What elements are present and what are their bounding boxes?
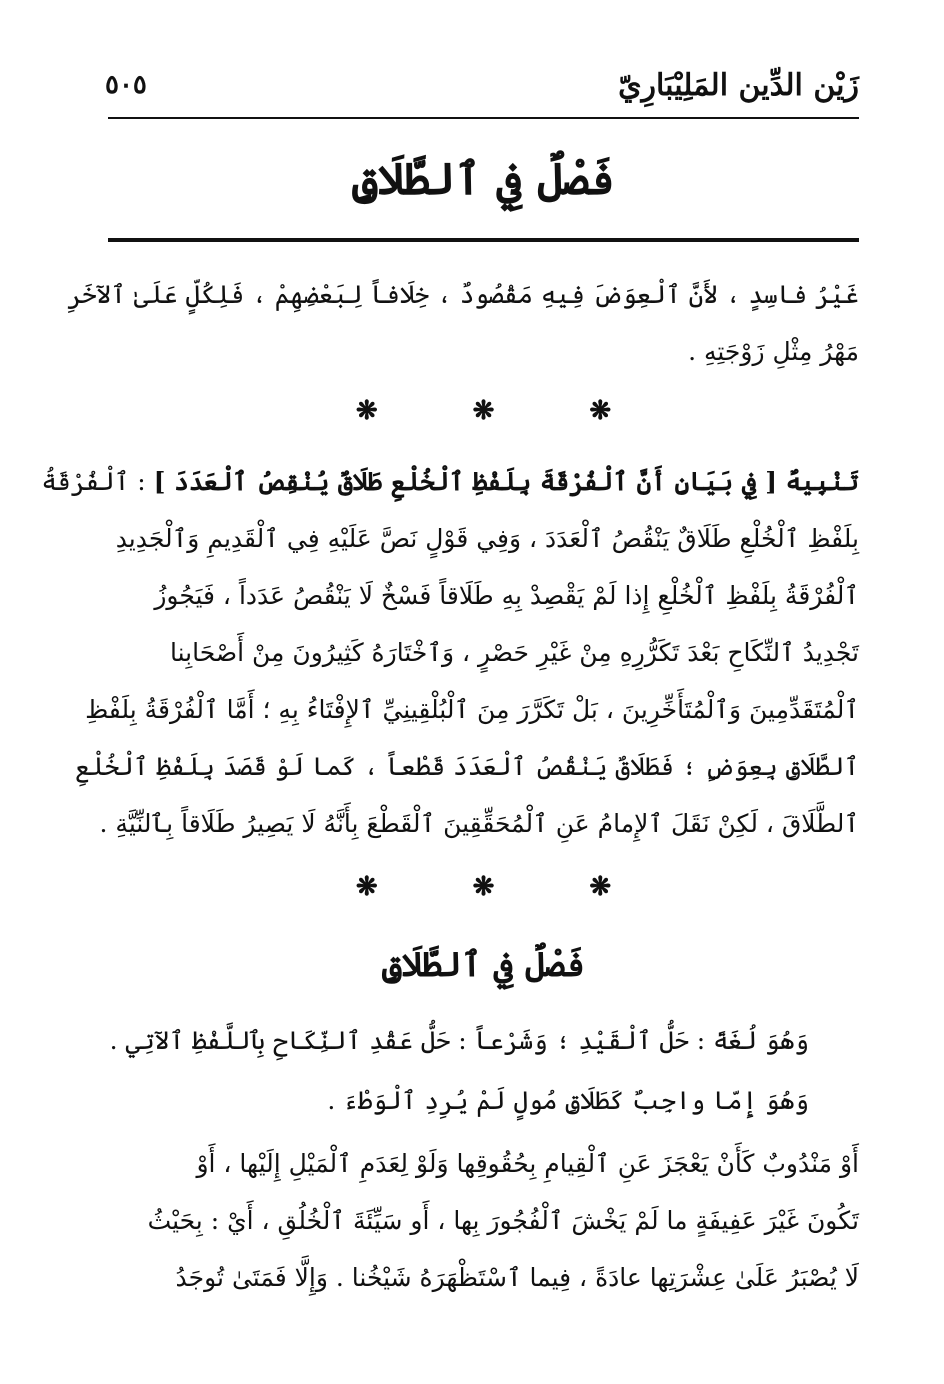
text-line bbox=[41, 453, 859, 510]
chapter-title-rule bbox=[108, 238, 859, 242]
star-ornament-icon: ❋ bbox=[355, 396, 378, 426]
text-line: ٱلطَّلَاقِ بِعِوَضٍ ؛ فَطَلَاقٌ يَنْقُصُ ٱلْعَدَدَ قَطْعاً ، كَما لَوْ قَصَدَ بِلَفْظِ ٱلْخُلْعِ bbox=[75, 752, 859, 781]
tanbih-heading: تَنْبِيهٌ [ فِي بَيَانِ أَنَّ ٱلْفُرْقَةَ بِلَفْظِ ٱلْخُلْعِ طَلَاقٌ يُنْقِصُ ٱلْعَدَدَ ] bbox=[153, 467, 859, 496]
text-line: غَيْرُ فاسِدٍ ، لأَنَّ ٱلْعِوَضَ فِيهِ مَقْصُودٌ ، خِلَافاً لِبَعْضِهِمْ ، فَلِكُلٍّ عَلَىٰ ٱلآخَرِ bbox=[67, 280, 859, 309]
section-title: فَصْلٌ فِي ٱلطَّلَاقِ bbox=[382, 945, 585, 985]
text-line: ٱلطَّلَاقَ ، لَكِنْ نَقَلَ ٱلإِمامُ عَنِ ٱلْمُحَقِّقِينَ ٱلْقَطْعَ بِأَنَّهُ لَا يَصِيرُ طَلَاقاً بِٱلنِّيَّةِ . bbox=[99, 809, 859, 838]
running-title: زَيْن الدِّين المَلِيْبَارِيّ bbox=[618, 67, 859, 103]
text-line: لَا يُصْبَرُ عَلَىٰ عِشْرَتِها عادَةً ، فِيما ٱسْتَظْهَرَهُ شَيْخُنا . وَإِلَّا فَمَتَىٰ تُوجَدُ bbox=[175, 1263, 859, 1292]
page-header bbox=[105, 60, 859, 110]
text-line: أَوْ مَنْدُوبٌ كَأَنْ يَعْجَزَ عَنِ ٱلْقِيامِ بِحُقُوقِها وَلَوْ لِعَدَمِ ٱلْمَيْلِ إِلَيْها ، أَوْ bbox=[196, 1149, 859, 1178]
chapter-title: فَصْلٌ فِي ٱلطَّلَاقِ bbox=[352, 154, 615, 205]
star-ornament-icon: ❋ bbox=[355, 872, 378, 902]
text-line: تَكُونَ غَيْرَ عَفِيفَةٍ ما لَمْ يَخْشَ ٱلْفُجُورَ بِها ، أَو سَيِّئَةَ ٱلْخُلُقِ ، أَيْ : بِحَيْثُ bbox=[147, 1206, 859, 1235]
star-ornament-icon: ❋ bbox=[472, 872, 495, 902]
text-line: ٱلْمُتَقَدِّمِينَ وَٱلْمُتَأَخِّرِينَ ، بَلْ تَكَرَّرَ مِنَ ٱلْبُلْقِينِيِّ ٱلإِفْتَاءُ بِهِ ؛ أَمَّا ٱلْفُرْقَةُ بِلَفْظِ bbox=[85, 695, 859, 724]
paragraph-definition bbox=[108, 1012, 859, 1069]
star-ornament-icon: ❋ bbox=[589, 396, 612, 426]
text-line: ٱلْفُرْقَةُ بِلَفْظِ ٱلْخُلْعِ إِذا لَمْ يَقْصِدْ بِهِ طَلَاقاً فَسْخٌ لَا يَنْقُصُ عَدَداً ، فَيَجُوزُ bbox=[154, 581, 859, 610]
header-rule bbox=[108, 117, 859, 119]
text-line: تَجْدِيدُ ٱلنِّكَاحِ بَعْدَ تَكَرُّرِهِ مِنْ غَيْرِ حَصْرٍ ، وَٱخْتَارَهُ كَثِيرُونَ مِنْ أَصْحَابِنا bbox=[170, 638, 859, 667]
paragraph-wajib bbox=[108, 1072, 859, 1129]
separator-stars bbox=[108, 872, 859, 902]
paragraph-tanbih bbox=[41, 453, 859, 852]
tanbih-line-start: : ٱلْفُرْقَةُ bbox=[41, 467, 154, 496]
text-line: مَهْرُ مِثْلِ زَوْجَتِهِ . bbox=[688, 337, 859, 366]
text-line: وَهُوَ لُغَةً : حَلُّ ٱلْقَيْدِ ؛ وَشَرْعاً : حَلُّ عَقْدِ ٱلنِّكَاحِ بِٱللَّفْظِ ٱلآتِي . bbox=[109, 1026, 809, 1055]
star-ornament-icon: ❋ bbox=[472, 396, 495, 426]
text-line: بِلَفْظِ ٱلْخُلْعِ طَلَاقٌ يَنْقُصُ ٱلْعَدَدَ ، وَفِي قَوْلٍ نَصَّ عَلَيْهِ فِي ٱلْقَدِيمِ وَٱلْجَدِيدِ bbox=[115, 524, 859, 553]
paragraph-mandub bbox=[108, 1135, 859, 1306]
separator-stars bbox=[108, 396, 859, 426]
star-ornament-icon: ❋ bbox=[589, 872, 612, 902]
text-line: وَهُوَ إِمّا واجِبٌ كَطَلَاقِ مُولٍ لَمْ يُرِدِ ٱلْوَطْءَ . bbox=[327, 1086, 809, 1115]
page-number: ٥٠٥ bbox=[105, 70, 147, 100]
paragraph-continuation bbox=[67, 266, 859, 380]
